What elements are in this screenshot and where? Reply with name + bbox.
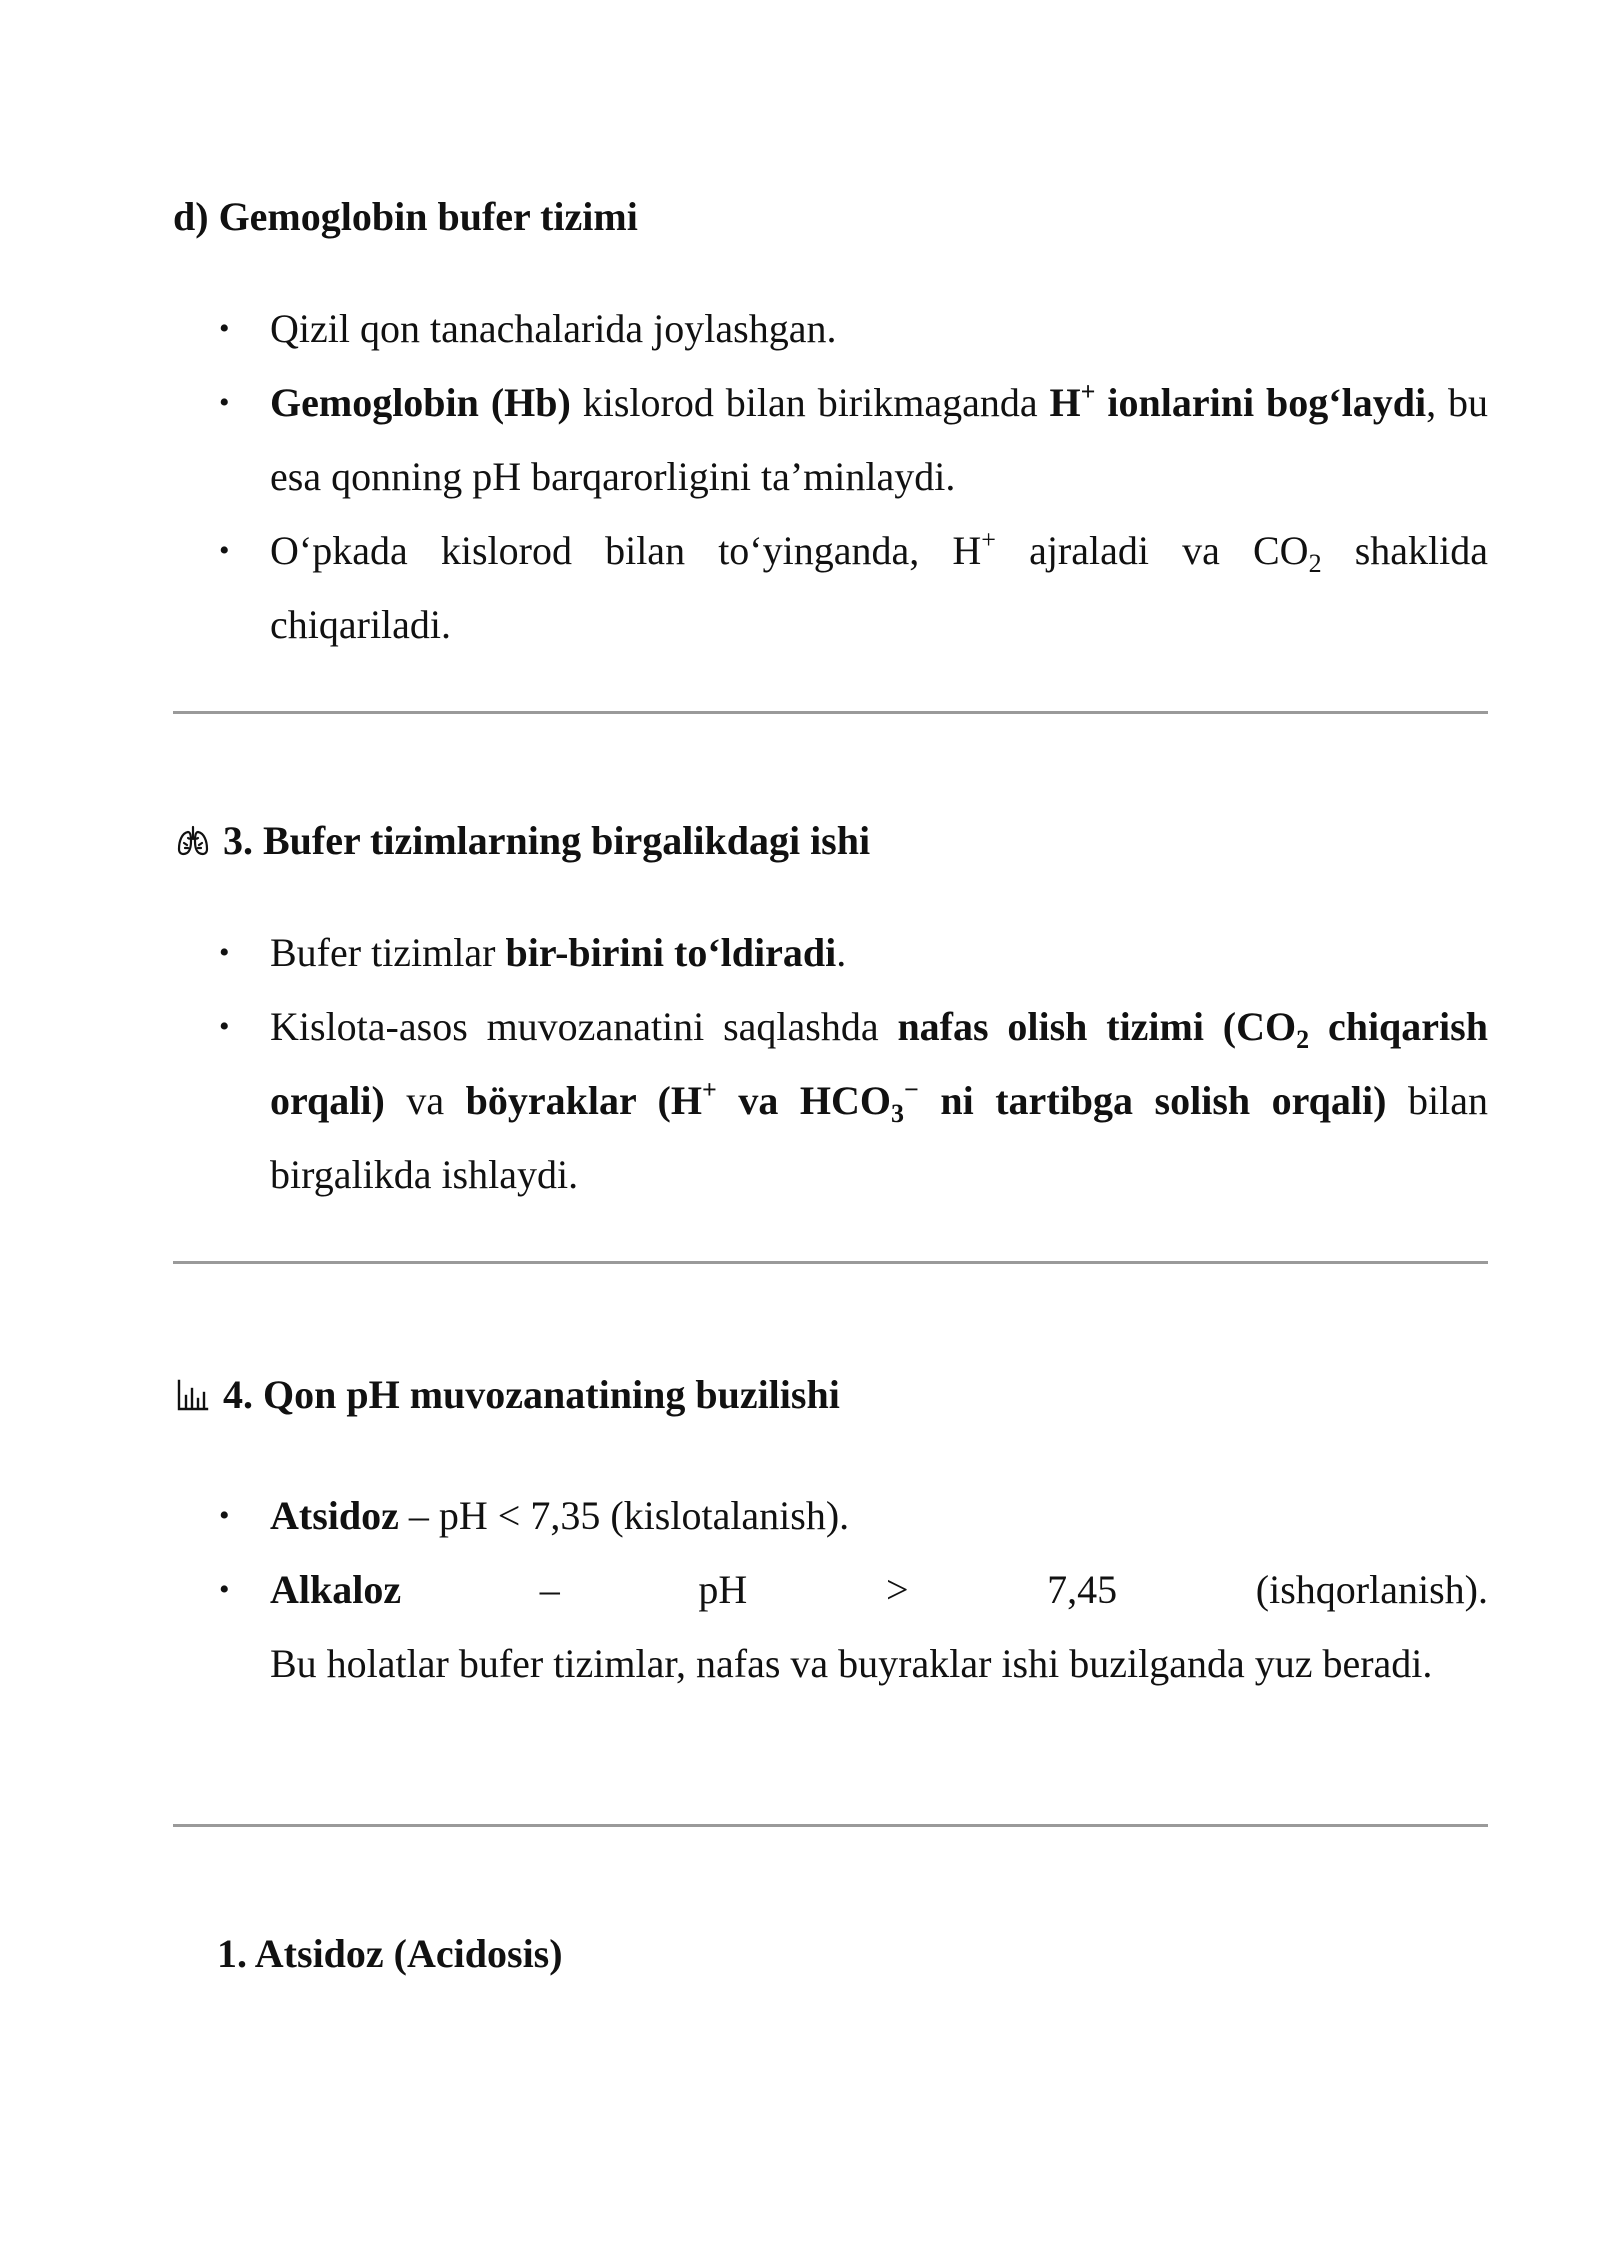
- item-text: O‘pkada kislorod bilan to‘yinganda, H: [270, 528, 982, 573]
- superscript: +: [981, 525, 996, 554]
- item-text: , bu esa qonning pH barqarorligini ta’minlaydi.: [270, 380, 1488, 499]
- subscript: 3: [891, 1099, 904, 1128]
- item-text: Bu holatlar bufer tizimlar, nafas va buyraklar ishi buzilganda yuz beradi.: [270, 1641, 1433, 1686]
- subscript: 2: [1308, 549, 1322, 578]
- bold-text: ni tartibga solish orqali): [918, 1078, 1387, 1123]
- section-3-title: 3. Bufer tizimlarning birgalikdagi ishi: [223, 818, 871, 863]
- divider: [173, 1261, 1488, 1264]
- bold-term: [465, 1075, 1387, 1128]
- lungs-icon: [173, 821, 213, 861]
- bold-term: bir-birini to‘ldiradi: [505, 930, 837, 975]
- bold-text: va HCO: [716, 1078, 891, 1123]
- superscript: +: [1080, 377, 1096, 406]
- list-item: [173, 1479, 1488, 1553]
- bold-term: Gemoglobin (Hb): [270, 380, 571, 425]
- list-item: [173, 366, 1488, 514]
- item-text: Kislota-asos muvozanatini saqlashda: [270, 1004, 898, 1049]
- item-line: [270, 1553, 1488, 1627]
- item-text: shaklida chiqariladi.: [270, 528, 1488, 647]
- divider: [173, 711, 1488, 714]
- section-3-heading: [173, 816, 870, 866]
- bold-text: ionlarini bog‘laydi: [1095, 380, 1427, 425]
- subsection-1-title: 1. Atsidoz (Acidosis): [217, 1931, 563, 1976]
- bold-text: nafas olish tizimi (CO: [897, 1004, 1297, 1049]
- item-text: va: [384, 1078, 466, 1123]
- item-text: Qizil qon tanachalarida joylashgan.: [270, 306, 837, 351]
- ion-symbol: H: [1049, 380, 1081, 425]
- list-item: [173, 990, 1488, 1212]
- section-4-heading: [173, 1370, 840, 1420]
- section-4-title: 4. Qon pH muvozanatining buzilishi: [223, 1372, 840, 1417]
- list-item: [173, 514, 1488, 662]
- bold-term: Atsidoz: [270, 1493, 399, 1538]
- list-item: [173, 1553, 1488, 1701]
- superscript: −: [904, 1075, 919, 1104]
- bar-chart-icon: [173, 1375, 213, 1415]
- section-d-title: d) Gemoglobin bufer tizimi: [173, 194, 638, 239]
- item-text: – pH < 7,35 (kislotalanish).: [398, 1493, 850, 1538]
- subscript: 2: [1296, 1025, 1310, 1054]
- item-text: ajraladi va CO: [995, 528, 1309, 573]
- subsection-1-heading: [217, 1929, 563, 1979]
- list-item: [173, 292, 1488, 366]
- superscript: +: [702, 1075, 717, 1104]
- item-text: bilan birgalikda ishlaydi.: [270, 1078, 1488, 1197]
- bold-text: chiqarish orqali): [270, 1004, 1488, 1123]
- item-text: Bufer tizimlar: [270, 930, 506, 975]
- bold-text: böyraklar (H: [465, 1078, 702, 1123]
- item-text: .: [836, 930, 847, 975]
- section-3-list: [173, 916, 1488, 1212]
- bold-term: Alkaloz: [270, 1567, 402, 1612]
- item-text: kislorod bilan birikmaganda: [570, 380, 1050, 425]
- item-text: – pH > 7,45 (ishqorlanish).: [401, 1567, 1488, 1612]
- list-item: [173, 916, 1488, 990]
- divider: [173, 1824, 1488, 1827]
- section-d-list: [173, 292, 1488, 662]
- section-4-list: [173, 1479, 1488, 1701]
- bold-term: [1049, 377, 1427, 425]
- section-d-heading: [173, 192, 638, 242]
